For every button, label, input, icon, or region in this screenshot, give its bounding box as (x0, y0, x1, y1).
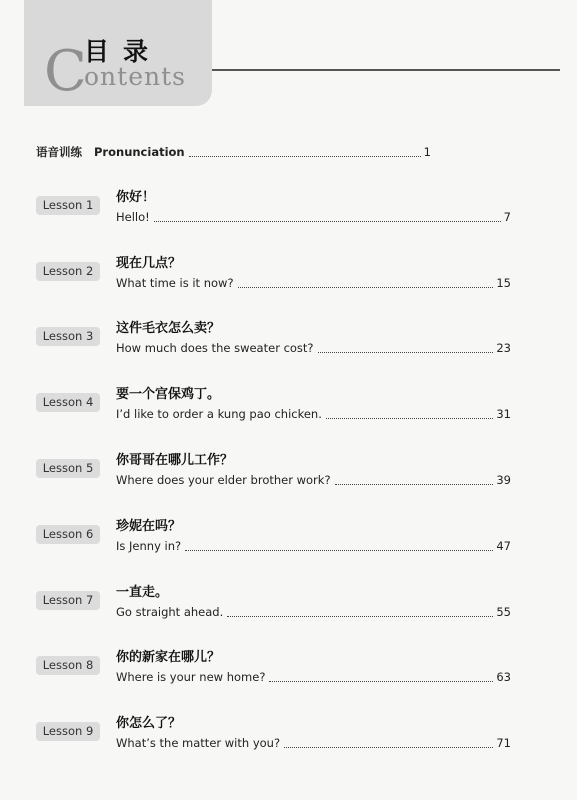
dot-leader (269, 681, 493, 682)
lesson-title-cn: 一直走。 (116, 585, 169, 600)
lesson-badge: Lesson 6 (36, 525, 100, 544)
dot-leader (189, 156, 421, 157)
lesson-title-cn: 现在几点？ (116, 256, 182, 271)
page-number: 7 (503, 210, 511, 224)
toc-entry-lesson[interactable] (116, 210, 511, 225)
lesson-badge: Lesson 1 (36, 196, 100, 215)
page-number: 71 (496, 736, 511, 750)
lesson-badge: Lesson 3 (36, 327, 100, 346)
lesson-title-en: Hello! (116, 210, 150, 224)
lesson-badge: Lesson 2 (36, 262, 100, 281)
lesson-badge: Lesson 4 (36, 393, 100, 412)
lesson-title-cn: 这件毛衣怎么卖？ (116, 321, 221, 336)
lesson-badge: Lesson 8 (36, 656, 100, 675)
contents-title-en: ontents (84, 62, 186, 91)
lesson-badge: Lesson 7 (36, 591, 100, 610)
page-number: 55 (496, 605, 511, 619)
toc-entry-lesson[interactable] (116, 341, 511, 356)
lesson-badge: Lesson 9 (36, 722, 100, 741)
dot-leader (326, 418, 493, 419)
dot-leader (284, 747, 493, 748)
page-number: 47 (496, 539, 511, 553)
dot-leader (227, 616, 493, 617)
lesson-title-cn: 珍妮在吗？ (116, 519, 182, 534)
toc-entry-lesson[interactable] (116, 407, 511, 422)
lesson-title-cn: 你好！ (116, 190, 156, 205)
lesson-title-cn: 你哥哥在哪儿工作？ (116, 453, 234, 468)
lesson-title-en: What’s the matter with you? (116, 736, 281, 750)
lesson-title-en: What time is it now? (116, 276, 234, 290)
lesson-title-en: Where does your elder brother work? (116, 473, 331, 487)
header-divider (212, 69, 560, 71)
toc-entry-lesson[interactable] (116, 605, 511, 620)
toc-entry-lesson[interactable] (116, 276, 511, 291)
lesson-title-cn: 你的新家在哪儿？ (116, 650, 221, 665)
lesson-title-en: Is Jenny in? (116, 539, 182, 553)
lesson-title-en: I’d like to order a kung pao chicken. (116, 407, 322, 421)
pronunciation-title-cn: 语音训练 (36, 145, 82, 159)
dot-leader (238, 287, 494, 288)
page-number: 1 (423, 145, 431, 159)
contents-big-letter: C (44, 39, 87, 104)
lesson-title-en: Go straight ahead. (116, 605, 224, 619)
page-number: 63 (496, 670, 511, 684)
dot-leader (154, 221, 501, 222)
toc-entry-pronunciation[interactable] (36, 145, 431, 160)
lesson-title-en: Where is your new home? (116, 670, 266, 684)
page-number: 23 (496, 341, 511, 355)
toc-entry-lesson[interactable] (116, 670, 511, 685)
lesson-title-cn: 你怎么了？ (116, 716, 182, 731)
contents-title-cn: 目录 (84, 37, 163, 66)
toc-entry-lesson[interactable] (116, 736, 511, 751)
dot-leader (335, 484, 494, 485)
dot-leader (185, 550, 493, 551)
lesson-title-en: How much does the sweater cost? (116, 341, 314, 355)
lesson-badge: Lesson 5 (36, 459, 100, 478)
dot-leader (318, 352, 494, 353)
toc-entry-lesson[interactable] (116, 473, 511, 488)
lesson-title-cn: 要一个宫保鸡丁。 (116, 387, 221, 402)
pronunciation-title-en: Pronunciation (94, 145, 185, 159)
page-number: 39 (496, 473, 511, 487)
page-number: 15 (496, 276, 511, 290)
toc-entry-lesson[interactable] (116, 539, 511, 554)
page-number: 31 (496, 407, 511, 421)
